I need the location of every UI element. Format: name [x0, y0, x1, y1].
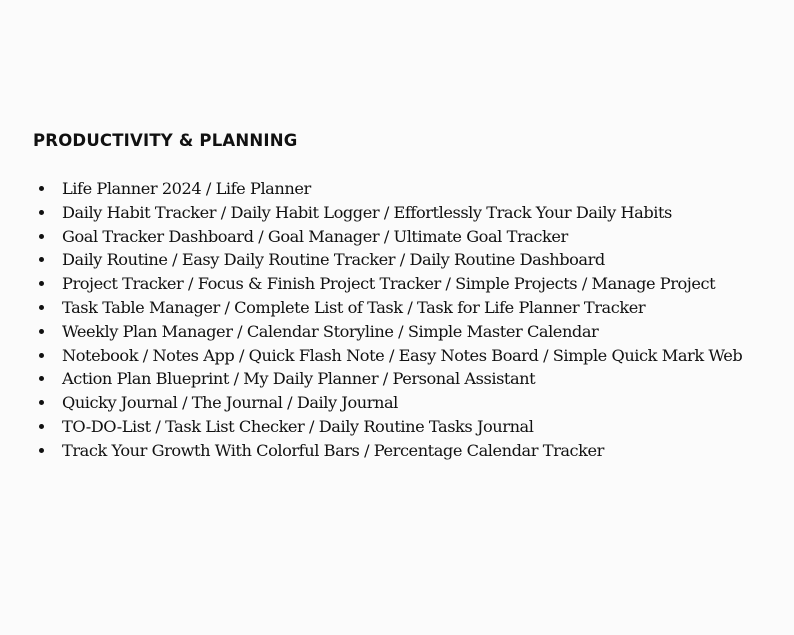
- list-item-text: Task Table Manager / Complete List of Task / Task for Life Planner Tracker: [62, 297, 646, 317]
- bullet-icon: [39, 305, 44, 310]
- bullet-icon: [39, 376, 44, 381]
- section-heading: PRODUCTIVITY & PLANNING: [33, 131, 298, 150]
- bullet-icon: [39, 353, 44, 358]
- list-item-text: Daily Habit Tracker / Daily Habit Logger / Effortlessly Track Your Daily Habits: [62, 202, 672, 222]
- list-item-text: Goal Tracker Dashboard / Goal Manager / Ultimate Goal Tracker: [62, 226, 568, 246]
- bullet-icon: [39, 424, 44, 429]
- bullet-icon: [39, 234, 44, 239]
- list-item-text: Daily Routine / Easy Daily Routine Tracker / Daily Routine Dashboard: [62, 250, 605, 270]
- list-item-text: Life Planner 2024 / Life Planner: [62, 179, 311, 198]
- bullet-icon: [39, 329, 44, 334]
- list-item-text: Quicky Journal / The Journal / Daily Journal: [62, 393, 398, 413]
- list-item-text: Notebook / Notes App / Quick Flash Note / Easy Notes Board / Simple Quick Mark Web: [62, 345, 743, 365]
- bullet-icon: [39, 210, 44, 215]
- list-item-text: Weekly Plan Manager / Calendar Storyline / Simple Master Calendar: [62, 321, 599, 341]
- bullet-icon: [39, 400, 44, 405]
- list-item-text: Action Plan Blueprint / My Daily Planner / Personal Assistant: [62, 369, 536, 389]
- bullet-icon: [39, 186, 44, 191]
- list-item-text: Track Your Growth With Colorful Bars / Percentage Calendar Tracker: [62, 440, 604, 460]
- list-item-text: TO-DO-List / Task List Checker / Daily Routine Tasks Journal: [62, 416, 534, 436]
- bullet-icon: [39, 257, 44, 262]
- bullet-icon: [39, 281, 44, 286]
- list-item-text: Project Tracker / Focus & Finish Project Tracker / Simple Projects / Manage Project: [62, 274, 716, 294]
- bullet-icon: [39, 448, 44, 453]
